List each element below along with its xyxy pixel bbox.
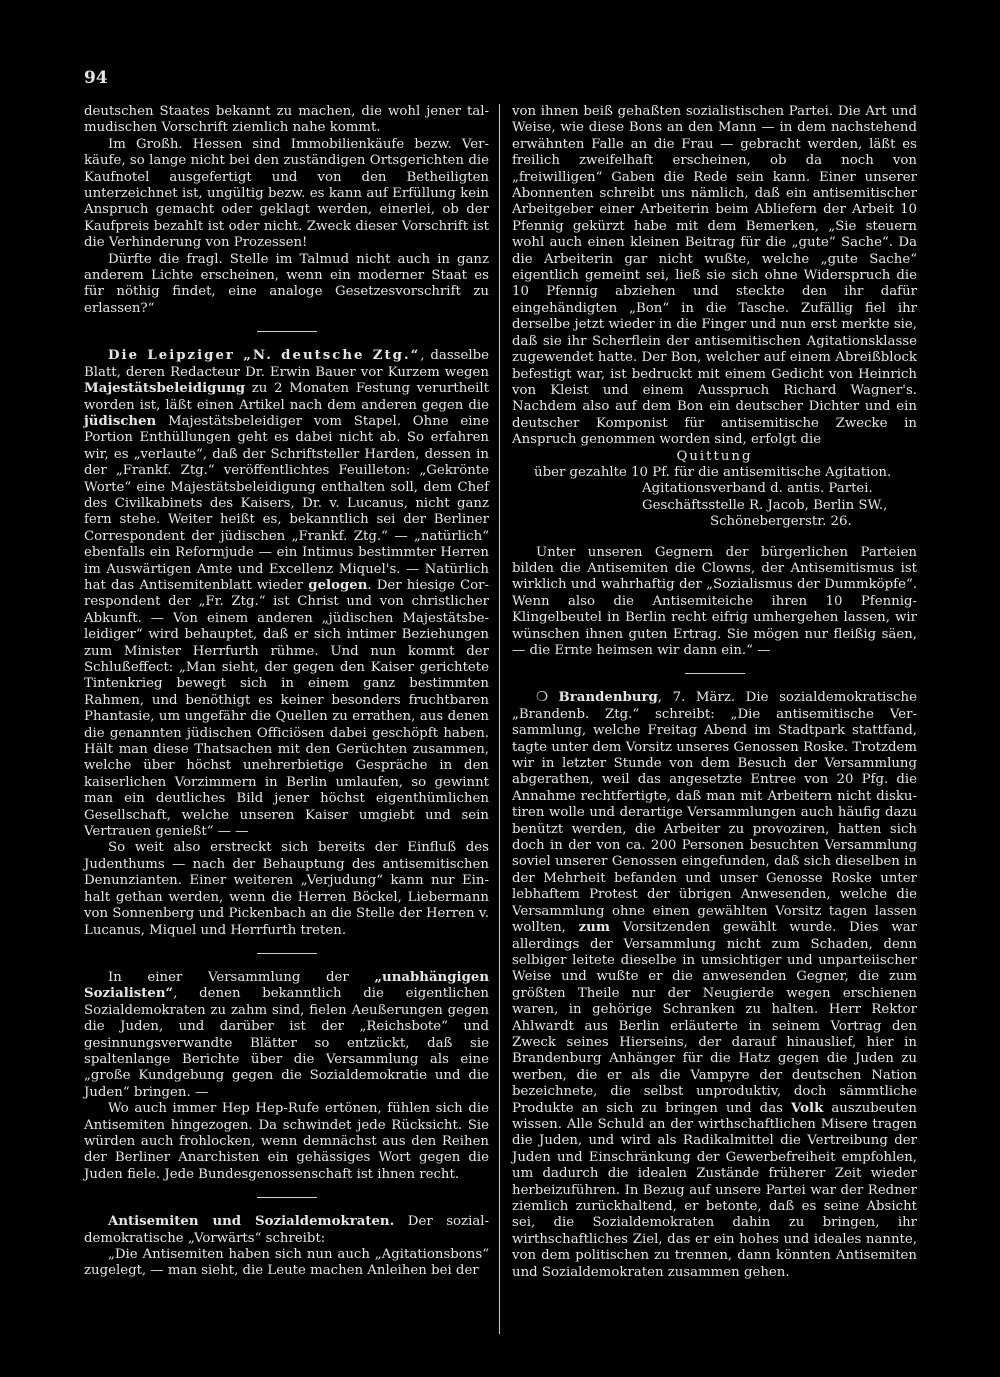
article-leipziger: Die Leipziger „N. deutsche Ztg.“, dasselbe Blatt, deren Redacteur Dr. Erwin Bauer vor Kurzem wegen Majestätsbeleidigung zu 2 Monaten Festung verurtheilt worden ist, läßt einen Artikel nach dem anderen gegen die jüdischen Majestätsbeleidiger vom Stapel. Ohne eine Portion Enthüllungen geht es dabei nicht ab. So erfahren wir, es „verlaute“, daß der Schriftsteller Harden, dessen in der „Frankf. Ztg.“ veröffentlichtes Feuilleton: „Gekrönte Worte“ eine Majestätsbeleidigung enthalten soll, dem Chef des Civilkabinets des Kaisers, Dr. v. Lucanus, nicht ganz fern stehe. Weiter heißt es, bekanntlich sei der Berliner Correspondent der jüdischen „Frankf. Ztg.“ — „natürlich“ ebenfalls ein Reformjude — ein Intimus bestimmter Herren im Auswärtigen Amte und Excellenz Miquel's. — Natürlich hat das Antisemitenblatt wieder gelogen. Der hiesige Correspondent der „Fr. Ztg.“ ist Christ und von christlicher Abkunft. — Von einem anderen „jüdischen Majestätsbeleidiger“ wird behauptet, daß er sich intimer Beziehungen zum Minister Herrfurth rühme. Und nun kommt der Schlußeffect: „Man sieht, der gegen den Kaiser gerichtete Tintenkrieg bewegt sich in einem ganz bestimmten Rahmen, und benöthigt es keiner besonders fruchtbaren Phantasie, um ungefähr die Quellen zu errathen, aus denen die genannten jüdischen Officiösen dabei geschöpft haben. Hält man diese Thatsachen mit den Gerüchten zusammen, welche über höchst unehrerbietige Gespräche in den kaiserlichen Vorzimmern in Berlin umlaufen, so gewinnt man ein deutliches Bild jener höchst eigenthümlichen Gesellschaft, welche unseren Kaiser umgiebt und sein Vertrauen genießt“ — — <box>84 348 489 840</box>
quittung-line: über gezahlte 10 Pf. für die antisemitische Agitation. <box>534 464 892 480</box>
article-sozialisten: In einer Versammlung der „unabhängigen Sozialisten“, denen bekanntlich die eigentlichen Sozialdemokraten zu zahm sind, fielen Aeußerungen gegen die Juden, und darüber ist der „Reichsbote“ und gesinnungsverwandte Blätter so entzückt, daß sie spaltenlange Berichte über die Versammlung als eine „große Kundgebung gegen die Sozialdemokratie und die Juden“ bringen. — <box>84 969 489 1100</box>
article-heading: Die Leipziger „N. deutsche Ztg.“ <box>108 348 421 364</box>
section-separator <box>257 953 317 954</box>
quittung-title: Quittung <box>676 448 753 464</box>
circle-mark-icon: ❍ <box>536 690 548 706</box>
paragraph: Dürfte die fragl. Stelle im Talmud nicht auch in ganz anderem Lichte erscheinen, wenn ein moderner Staat es für nöthig findet, eine analoge Gesetzesvorschrift zu erlassen?“ <box>84 251 489 316</box>
page-number: 94 <box>84 68 108 88</box>
paragraph: So weit also erstreckt sich bereits der Einfluß des Judenthums — nach der Behauptung des antisemitischen Denunzianten. Einer weiteren „Verjudung“ kann nur Einhalt gethan werden, wenn die Herren Böckel, Liebermann von Sonnenberg und Pickenbach an die Stelle der Herren v. Lucanus, Miquel und Herrfurth treten. <box>84 840 489 938</box>
paragraph: von ihnen beiß gehaßten sozialistischen Partei. Die Art und Weise, wie diese Bons an den Mann — in dem nachstehend erwähnten Falle an die Frau — gebracht werden, läßt es freilich zweifelhaft erscheinen, ob da noch von „freiwilligen“ Gaben die Rede sein kann. Einer unserer Abonnenten schreibt uns nämlich, daß ein antisemitischer Arbeitgeber einer Arbeiterin beim Abliefern der Arbeit 10 Pfennig gekürzt habe mit dem Bemerken, „Sie steuern wohl auch einen kleinen Beitrag für die „gute“ Sache“. Da die Arbeiterin gar nicht wußte, welche „gute Sache“ eigentlich gemeint sei, ließ sie sich ohne Widerspruch die 10 Pfennig abziehen und steckte den ihr dafür eingehändigten „Bon“ in die Tasche. Zufällig fiel ihr derselbe jetzt wieder in die Finger und nun erst merkte sie, daß sie ihr Scherflein der antisemitischen Agitationsklasse zugewendet hatte. Der Bon, welcher auf einem Abreißblock befestigt war, ist bedruckt mit einem Gedicht von Heinrich von Kleist und einem Ausspruch Richard Wagner's. Nachdem also auf dem Bon ein deutscher Dichter und ein deutscher Komponist für antisemitische Zwecke in Anspruch genommen worden sind, erfolgt die <box>512 104 917 448</box>
right-column <box>512 104 917 1281</box>
paragraph: Unter unseren Gegnern der bürgerlichen Parteien bilden die Antisemiten die Clowns, der Antisemitismus ist wirklich und wahrhaftig der „Sozialismus der Dummköpfe“. Wenn also die Antisemiteiche ihren 10 Pfennig-Klingelbeutel in Berlin recht eifrig umhergehen lassen, wir wünschen ihnen guten Ertrag. Sie mögen nur fleißig säen, — die Ernte heimsen wir dann ein.“ — <box>512 544 917 658</box>
paragraph: Wo auch immer Hep Hep-Rufe ertönen, fühlen sich die Antisemiten hingezogen. Da schwindet jede Rücksicht. Sie würden auch frohlocken, wenn demnächst aus den Reihen der Berliner Anarchisten ein gehässiges Wort gegen die Juden fiele. Jede Bundesgenossenschaft ist ihnen recht. <box>84 1101 489 1182</box>
column-divider <box>499 104 500 1334</box>
paragraph: „Die Antisemiten haben sich nun auch „Agitationsbons“ zugelegt, — man sieht, die Leute machen Anleihen bei der <box>84 1247 489 1279</box>
quittung-line: Geschäftsstelle R. Jacob, Berlin SW., <box>642 497 888 513</box>
paragraph: Im Großh. Hessen sind Immobilienkäufe bezw. Verkäufe, so lange nicht bei den zuständigen Ortsgerichten die Kaufnotel ausgefertigt und von den Betheiligten unterzeichnet ist, ungültig bezw. es kann auf Erfüllung kein Anspruch gemacht oder geklagt werden, einerlei, ob der Kaufpreis bezahlt ist oder nicht. Zweck dieser Vorschrift ist die Verhinderung von Prozessen! <box>84 136 489 251</box>
section-separator <box>257 1197 317 1198</box>
article-heading: Brandenburg <box>558 690 658 706</box>
left-column <box>84 104 489 1280</box>
quittung-line: Schönebergerstr. 26. <box>710 514 852 530</box>
section-separator <box>685 673 745 674</box>
quittung-line: Agitationsverband d. antis. Partei. <box>642 481 873 497</box>
article-heading: Antisemiten und Sozialdemokraten. <box>108 1214 395 1230</box>
article-brandenburg: ❍ Brandenburg, 7. März. Die sozialdemokratische „Brandenb. Ztg.“ schreibt: „Die antisemitische Versammlung, welche Freitag Abend im Stadtpark stattfand, tagte unter dem Vorsitz unseres Genossen Roske. Trotzdem wir in letzter Stunde von dem Besuch der Versammlung abgerathen, weil das angesetzte Entree von 20 Pfg. die Annahme rechtfertigte, daß man mit Arbeitern nicht diskutiren wolle und derartige Versammlungen auch häufig dazu benützt werden, die Arbeiter zu provoziren, hatten sich doch in der von ca. 200 Personen besuchten Versammlung soviel unserer Genossen eingefunden, daß sich dieselben in der Mehrheit befanden und unser Genosse Roske unter lebhaftem Protest der übrigen Anwesenden, welche die Versammlung ohne einen gewählten Vorsitz tagen lassen wollten, zum Vorsitzenden gewählt wurde. Dies war allerdings der Versammlung nicht zum Schaden, denn selbiger leitete dieselbe in umsichtiger und unparteiischer Weise und wußte er die anwesenden Gegner, die zum größten Theile nur der Neugierde wegen erschienen waren, in gehörige Schranken zu halten. Herr Rektor Ahlwardt aus Berlin erläuterte in seinem Vortrag den Zweck seines Hierseins, der darauf hinauslief, hier in Brandenburg Anhänger für die Hatz gegen die Juden zu werben, die er als die Vampyre der deutschen Nation bezeichnete, die selbst unproduktiv, doch sämmtliche Produkte an sich zu bringen und das Volk auszubeuten wissen. Alle Schuld an der wirthschaftlichen Misere tragen die Juden, und wird als Radikalmittel die Vertreibung der Juden und Einschränkung der Gewerbefreiheit empfohlen, um dadurch die idealen Zustände früherer Zeit wieder herbeizuführen. In Bezug auf unsere Partei war der Redner ziemlich zurückhaltend, er betonte, daß es seine Absicht sei, die Sozialdemokraten dahin zu bringen, ihr wirthschaftliches Ziel, das er ein hohes und ideales nannte, von dem politischen zu trennen, dann könnten Antisemiten und Sozialdemokraten zusammen gehen. <box>512 690 917 1280</box>
paragraph: deutschen Staates bekannt zu machen, die wohl jener talmudischen Vorschrift ziemlich nahe kommt. <box>84 104 489 136</box>
section-separator <box>257 331 317 332</box>
article-antisemiten: Antisemiten und Sozialdemokraten. Der sozialdemokratische „Vorwärts“ schreibt: <box>84 1214 489 1246</box>
